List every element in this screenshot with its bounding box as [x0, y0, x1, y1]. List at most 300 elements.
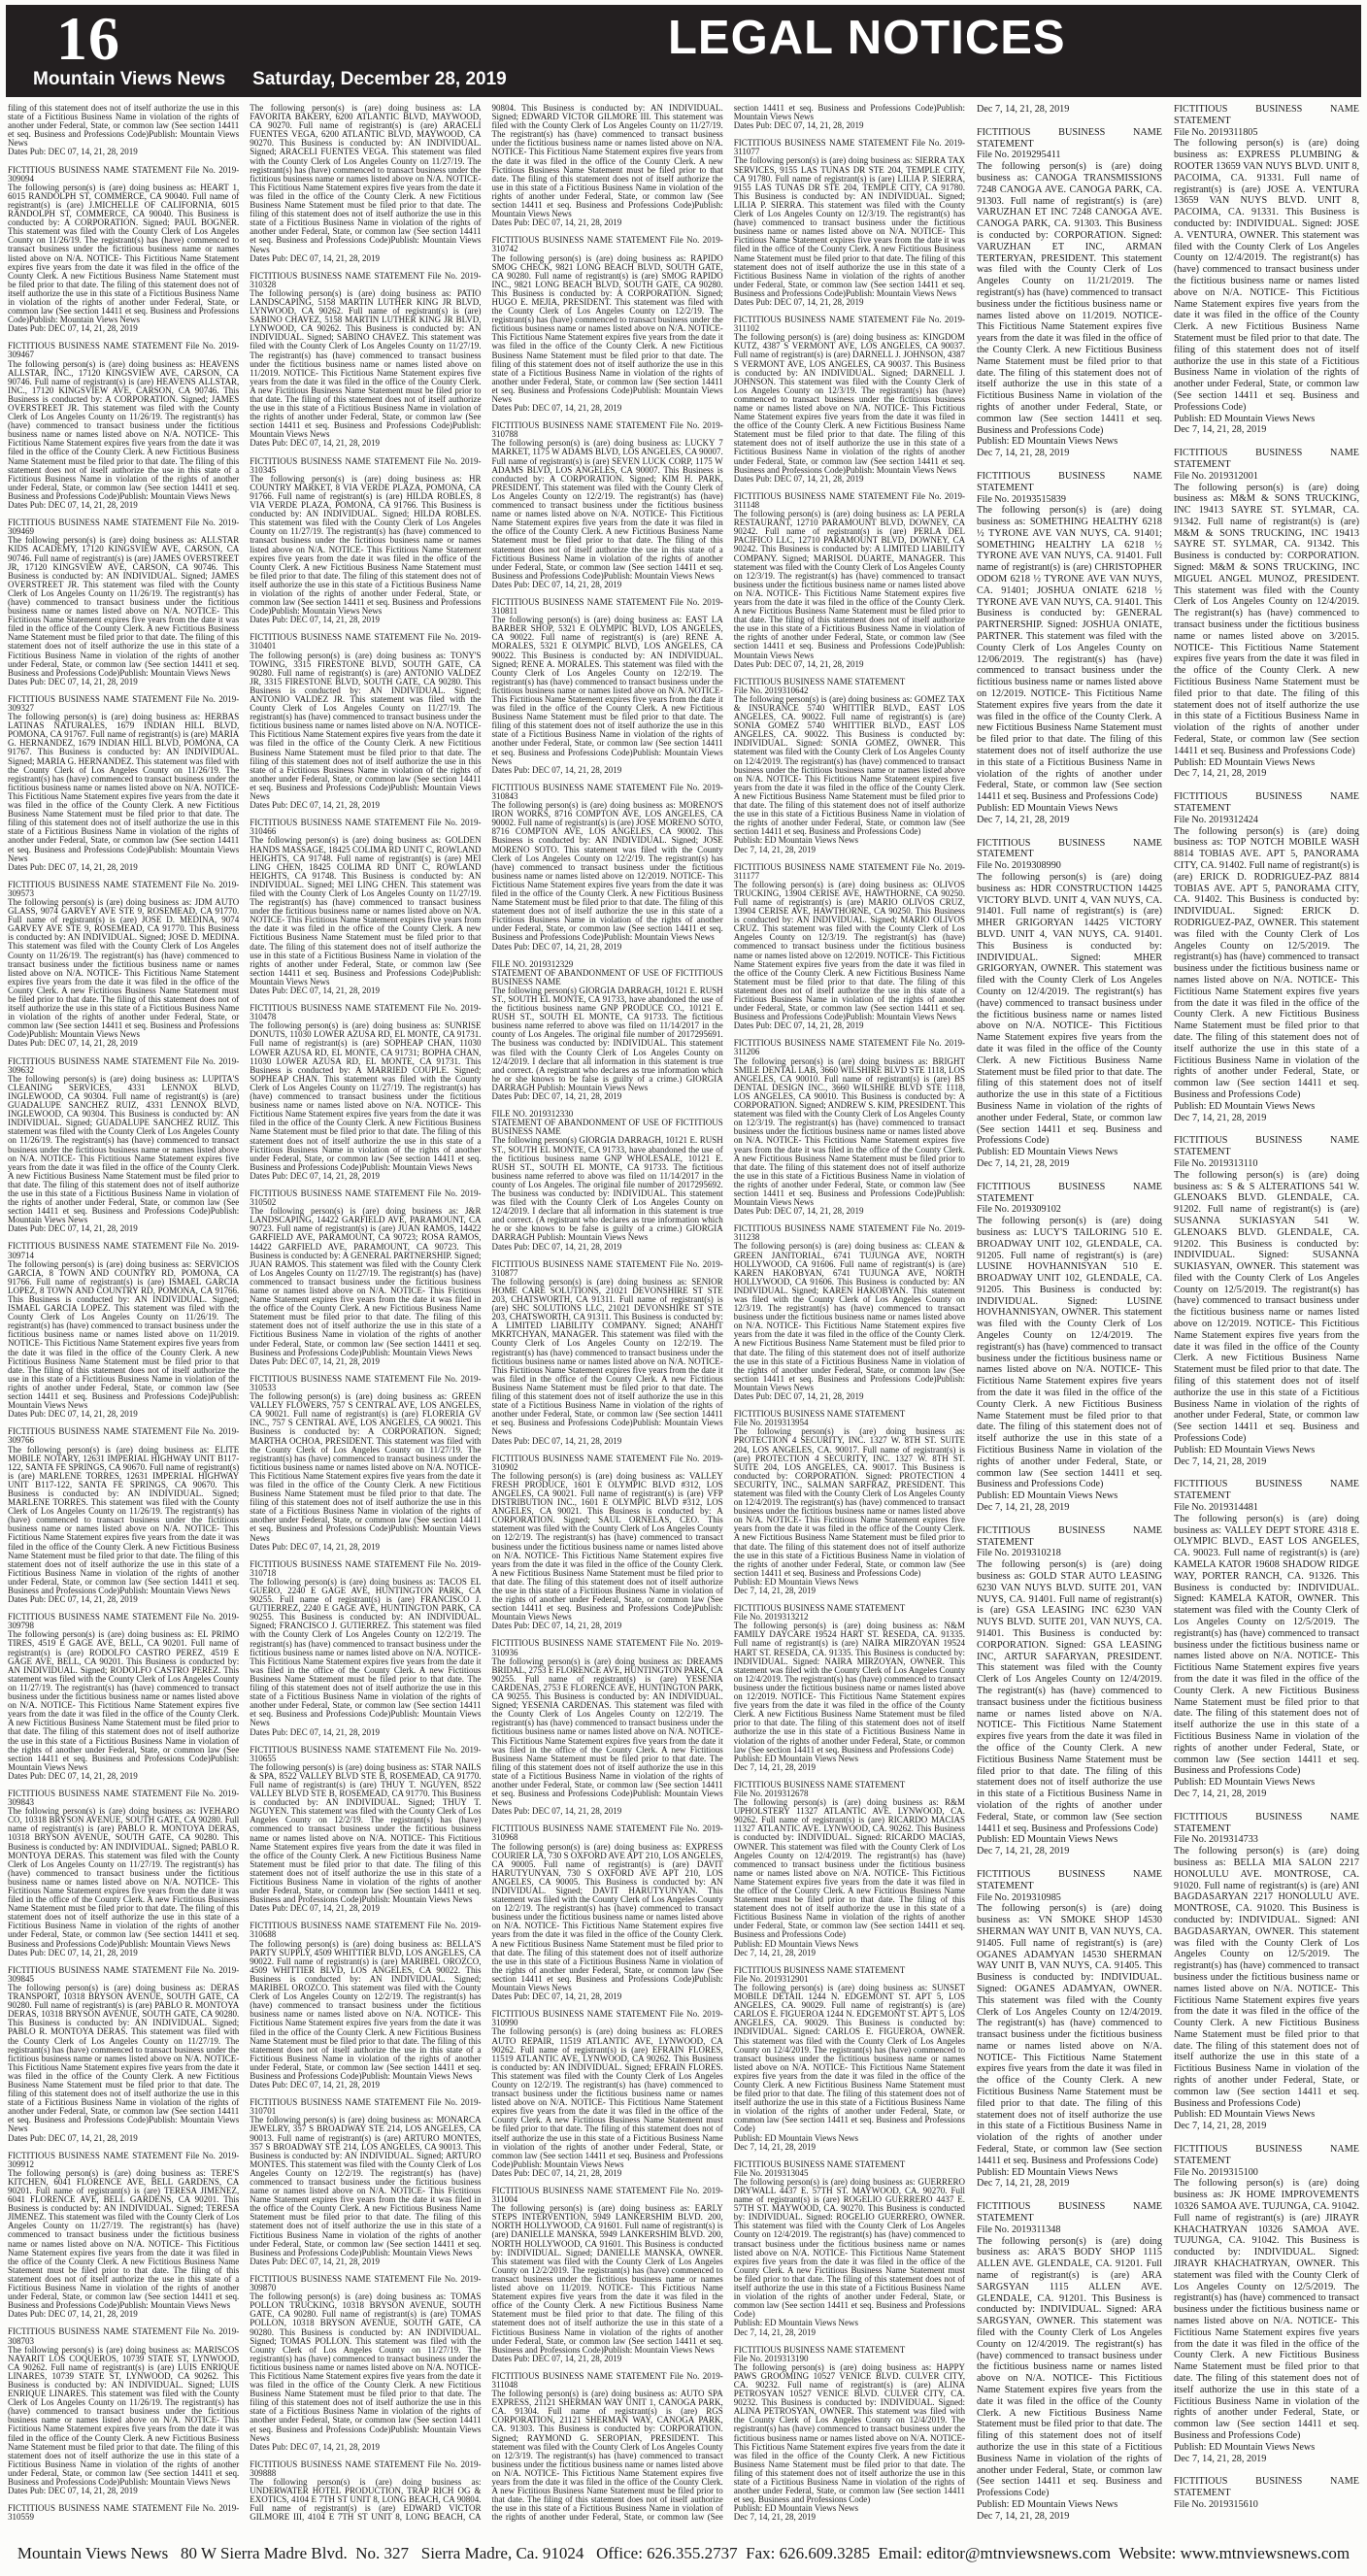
legal-notice [250, 819, 481, 995]
notice-heading: STATEMENT OF ABANDONMENT OF USE OF FICTITIOUS BUSINESS NAME [491, 967, 723, 987]
notice-publish-dates: Publish: ED Mountain Views News [977, 436, 1118, 448]
notice-body: The following person(s) is (are) doing business as: SUNSET MOBILE DETAIL 1244 N. EDGEMONT ST. APT 5, LOS ANGELES, CA. 90029. Full name of registrant(s) is (are) CARLOS E. FIGUEROA 1244 N. EDGEMONT ST. APT 5, LOS ANGELES, CA. 90029. This Business is conducted by: INDIVIDUAL. Signed: CARLOS E. FIGUEROA, OWNER. This statement was filed with the County Clerk of Los Angeles County on 12/4/2019. The registrant(s) has (have) commenced to transact business under the fictitious business name or names listed above on N/A. NOTICE- This Fictitious Name Statement expires five years from the date it was filed in the office of the County Clerk. A new Fictitious Business Name Statement must be filed prior to that date. The filing of this statement does not of itself authorize the use in this state of a Fictitious Business Name in violation of the rights of another under Federal, State, or common law (See section 14411 et seq. Business and Professions Code) [733, 1982, 965, 2134]
legal-notice [492, 2187, 723, 2363]
notice-publish-dates: Dates Pub: DEC 07, 14, 21, 28, 2019 [491, 941, 622, 952]
notice-body: The following person(s) is (are) doing business as: LUPITA'S CLEANING SERVICES, 4331 LENNOX BLVD, INGLEWOOD, CA 90304. Full name of registrant(s) is (are) GUADALUPE SANCHEZ RUIZ, 4331 LENNOX BLVD, INGLEWOOD, CA 90304. This Business is conducted by: AN INDIVIDUAL. Signed; GUADALUPE SANCHEZ RUIZ. This statement was filed with the County Clerk of Los Angeles County on 11/26/19. The registrant(s) has (have) commenced to transact business under the fictitious business name or names listed above on N/A. NOTICE- This Fictitious Name Statement expires five years from the date it was filed in the office of the County Clerk. A new Fictitious Business Name Statement must be filed prior to that date. The filing of this statement does not of itself authorize the use in this state of a Fictitious Business Name in violation of the rights of another under Federal, State, or common law (See section 14411 et seq. Business and Professions Code)Publish: Mountain Views News [8, 1073, 240, 1225]
notice-publish-dates: Publish: ED Mountain Views News [1174, 1444, 1316, 1455]
legal-notice [8, 1966, 239, 2143]
notice-body: The following person(s) is (are) doing business as: OLIVOS TRUCKING, 13904 CERISE AVE, HAWTHORNE, CA 90250. Full name of registrant(s) is (are) MARIO OLIVOS CRUZ, 13904 CERISE AVE, HAWTHORNE, CA 90250. This Business is conducted by: AN INDIVIDUAL. Signed; MARIO OLIVOS CRUZ. This statement was filed with the County Clerk of Los Angeles County on 12/3/19. The registrant(s) has (have) commenced to transact business under the fictitious business name or names listed above on 12/2019. NOTICE- This Fictitious Name Statement expires five years from the date it was filed in the office of the County Clerk. A new Fictitious Business Name Statement must be filed prior to that date. The filing of this statement does not of itself authorize the use in this state of a Fictitious Business Name in violation of the rights of another under Federal, State, or common law (See section 14411 et seq. Business and Professions Code)Publish: Mountain Views News [733, 879, 965, 1022]
header-bar [6, 5, 1361, 97]
notice-body: The following person(s) is (are) doing business as: LA FAVORITA BAKERY, 6200 ATLANTIC BLVD, MAYWOOD, CA 90270. Full name of registrant(s) is (are) ARACELI FUENTES VEGA, 6200 ATLANTIC BLVD, MAYWOOD, CA 90270. This Business is conducted by: AN INDIVIDUAL. Signed; ARACELI FUENTES VEGA. This statement was filed with the County Clerk of Los Angeles County on 11/27/19. The registrant(s) has (have) commenced to transact business under the fictitious business name or names listed above on N/A. NOTICE- This Fictitious Name Statement expires five years from the date it was filed in the office of the County Clerk. A new Fictitious Business Name Statement must be filed prior to that date. The filing of this statement does not of itself authorize the use in this state of a Fictitious Business Name in violation of the rights of another under Federal, State, or common law (See section 14411 et seq. Business and Professions Code)Publish: Mountain Views News [250, 104, 482, 254]
notice-body: The following person(s) is (are) doing business as: PATIO LANDSCAPING, 5158 MARTIN LUTHER KING JR BLVD, LYNWOOD, CA 90262. Full name of registrant(s) is (are) SABINO CHAVEZ, 5158 MARTIN LUTHER KING JR BLVD, LYNWOOD, CA 90262. This Business is conducted by: AN INDIVIDUAL. Signed; SABINO CHAVEZ. This statement was filed with the County Clerk of Los Angeles County on 11/27/19. The registrant(s) has (have) commenced to transact business under the fictitious business name or names listed above on 11/2019. NOTICE- This Fictitious Name Statement expires five years from the date it was filed in the office of the County Clerk. A new Fictitious Business Name Statement must be filed prior to that date. The filing of this statement does not of itself authorize the use in this state of a Fictitious Business Name in violation of the rights of another under Federal, State, or common law (See section 14411 et seq. Business and Professions Code)Publish: Mountain Views News [250, 287, 482, 440]
notice-publish-dates: Dates Pub: DEC 07, 14, 21, 28, 2019 [8, 1594, 138, 1605]
legal-notice [492, 598, 723, 775]
notice-heading: FICTITIOUS BUSINESS NAME STATEMENT File No. 2019-309870 [250, 2273, 482, 2293]
legal-notice [8, 519, 239, 686]
legal-notice [250, 1922, 481, 2090]
notice-publish-dates: Dates Pub: DEC 07, 14, 21, 28, 2019 [733, 1020, 864, 1031]
notice-body: The following person(s) is (are) doing business as: MARISCOS NAYARIT LOS COQUEROS, 10739 STATE ST, LYNWOOD, CA 90262. Full name of registrant(s) is (are) LUIS ENRIQUE LINARES, 10739 STATE ST, LYNWOOD, CA 90262. This Business is conducted by: AN INDIVIDUAL. Signed; LUIS ENRIQUE LINARES. This statement was filed with the County Clerk of Los Angeles County on 11/26/19. The registrant(s) has (have) commenced to transact business under the fictitious business name or names listed above on N/A. NOTICE- This Fictitious Name Statement expires five years from the date it was filed in the office of the County Clerk. A new Fictitious Business Name Statement must be filed prior to that date. The filing of this statement does not of itself authorize the use in this state of a Fictitious Business Name in violation of the rights of another under Federal, State, or common law (See section 14411 et seq. Business and Professions Code)Publish: Mountain Views News [8, 2344, 240, 2487]
notice-body: The following person(s) is (are) doing business as: LUCY'S TAILORING 510 E. BROADWAY UNIT 102, GLENDALE, CA. 91205. Full name of registrant(s) is (are) LUSINE HOVHANNISYAN 510 E. BROADWAY UNIT 102, GLENDALE, CA. 91205. This Business is conducted by: INDIVIDUAL. Signed: LUSINE HOVHANNISYAN, OWNER. This statement was filed with the County Clerk of Los Angeles County on 12/4/2019. The registrant(s) has (have) commenced to transact business under the fictitious business name or names listed above on N/A. NOTICE- This Fictitious Name Statement expires five years from the date it was filed in the office of the County Clerk. A new Fictitious Business Name Statement must be filed prior to that date. The filing of this statement does not of itself authorize the use in this state of a Fictitious Business Name in violation of the rights of another under Federal, State, or common law (See section 14411 et seq. Business and Professions Code) [977, 1216, 1162, 1490]
legal-notice [8, 1057, 239, 1234]
notice-heading: File No. 2019309102 [977, 1204, 1061, 1216]
notice-body: The following person(s) is (are) doing business as: M&M & SONS TRUCKING, INC 19413 SAYRE ST. SYLMAR, CA. 91342. Full name of registrant(s) is (are) M&M & SONS TRUCKING, INC 19413 SAYRE ST. SYLMAR, CA. 91342. This Business is conducted by: CORPORATION. Signed: M&M & SONS TRUCKING, INC MIGUEL ANGEL MUNOZ, PRESIDENT. This statement was filed with the County Clerk of Los Angeles County on 12/4/2019. The registrant(s) has (have) commenced to transact business under the fictitious business name or names listed above on 3/2015. NOTICE- This Fictitious Name Statement expires five years from the date it was filed in the office of the County Clerk. A new Fictitious Business Name Statement must be filed prior to that date. The filing of this statement does not of itself authorize the use in this state of a Fictitious Business Name in violation of the rights of another under Federal, State, or common law (See section 14411 et seq. Business and Professions Code) [1174, 482, 1359, 756]
notice-heading: FICTITIOUS BUSINESS NAME STATEMENT File No. 2019-309912 [8, 2150, 240, 2169]
notice-heading: FICTITIOUS BUSINESS NAME STATEMENT File No. 2019-310655 [250, 1744, 482, 1763]
notice-heading: FICTITIOUS BUSINESS NAME STATEMENT [977, 126, 1162, 150]
notice-body: The following person(s) is (are) doing business as: KINGDOM KUTZ, 4387 S VERMONT AVE, LOS ANGELES, CA 90037. Full name of registrant(s) is (are) DARNELL J. JOHNSON, 4387 S VERMONT AVE, LOS ANGELES, CA 90037. This Business is conducted by: AN INDIVIDUAL. Signed; DARNELL J. JOHNSON. This statement was filed with the County Clerk of Los Angeles County on 12/3/19. The registrant(s) has (have) commenced to transact business under the fictitious business name or names listed above on N/A. NOTICE- This Fictitious Name Statement expires five years from the date it was filed in the office of the County Clerk. A new Fictitious Business Name Statement must be filed prior to that date. The filing of this statement does not of itself authorize the use in this state of a Fictitious Business Name in violation of the rights of another under Federal, State, or common law (See section 14411 et seq. Business and Professions Code)Publish: Mountain Views News [733, 332, 965, 475]
notice-publish-dates: Dates Pub: DEC 07, 14, 21, 28, 2019 [491, 1241, 622, 1252]
notice-body: The following person(s) is (are) doing business as: R&M UPHOLSTERY 11327 ATLANTIC AVE. LYNWOOD, CA. 90262. Full name of registrant(s) is (are) RICARDO MACIAS 11327 ATLANTIC AVE. LYNWOOD, CA. 90262. This Business is conducted by: INDIVIDUAL. Signed: RICARDO MACIAS, OWNER. This statement was filed with the County Clerk of Los Angeles County on 12/4/2019. The registrant(s) has (have) commenced to transact business under the fictitious business name or names listed above on N/A. NOTICE- This Fictitious Name Statement expires five years from the date it was filed in the office of the County Clerk. A new Fictitious Business Name Statement must be filed prior to that date. The filing of this statement does not of itself authorize the use in this state of a Fictitious Business Name in violation of the rights of another under Federal, State, or common law (See section 14411 et seq. Business and Professions Code) [733, 1797, 965, 1940]
notice-publish-dates: Dates Pub: DEC 07, 14, 21, 28, 2019 [250, 615, 380, 625]
notice-publish-dates: Dates Pub: DEC 07, 14, 21, 28, 2019 [250, 1541, 380, 1552]
notice-body: The following person(s) is (are) doing business as: EARLY STEPS INTERVENTION, 5949 LANKERSHIM BLVD. 200, NORTH HOLLYWOOD, CA 91601. Full name of registrant(s) is (are) DANIELLE MANSKA, 5949 LANKERSHIM BLVD. 200, NORTH HOLLYWOOD, CA 91601. This Business is conducted by: INDIVIDUAL. Signed; DANIELLE MANSKA, OWNER. This statement was filed with the County Clerk of Los Angeles County on 12/2/2019. The registrant(s) has (have) commenced to transact business under the fictitious business name or names listed above on 11/2019. NOTICE- This Fictitious Name Statement expires five years from the date it was filed in the office of the County Clerk. A new Fictitious Business Name Statement must be filed prior to that date. The filing of this statement does not of itself authorize the use in this state of a Fictitious Business Name in violation of the rights of another under Federal, State, or common law (See section 14411 et seq. Business and Professions Code)Publish: Mountain Views News [491, 2203, 723, 2355]
notice-heading: FILE NO. 2019312330 [491, 1109, 574, 1120]
notice-heading: FICTITIOUS BUSINESS NAME STATEMENT File No. 2019-311148 [733, 490, 965, 510]
legal-notice [977, 104, 1162, 116]
notice-heading: FICTITIOUS BUSINESS NAME STATEMENT File No. 2019-310328 [250, 270, 482, 289]
notice-body: The following person(s) is (are) doing business as: TONY'S TOWING, 3315 FIRESTONE BLVD, SOUTH GATE, CA 90280. Full name of registrant(s) is (are) ANTONIO VALDEZ JR, 3315 FIRESTONE BLVD, SOUTH GATE, CA 90280. This Business is conducted by: AN INDIVIDUAL. Signed; ANTONIO VALDEZ JR. This statement was filed with the County Clerk of Los Angeles County on 11/27/19. The registrant(s) has (have) commenced to transact business under the fictitious business name or names listed above on N/A. NOTICE- This Fictitious Name Statement expires five years from the date it was filed in the office of the County Clerk. A new Fictitious Business Name Statement must be filed prior to that date. The filing of this statement does not of itself authorize the use in this state of a Fictitious Business Name in violation of the rights of another under Federal, State, or common law (See section 14411 et seq. Business and Professions Code)Publish: Mountain Views News [250, 650, 482, 802]
notice-heading: FICTITIOUS BUSINESS NAME STATEMENT [977, 2201, 1162, 2225]
notice-heading: FICTITIOUS BUSINESS NAME STATEMENT File No. 2019-310811 [491, 596, 723, 617]
notice-fragment: Dec 7, 14, 21, 28, 2019 [977, 104, 1070, 115]
legal-notice [1174, 791, 1359, 1123]
notice-publish-dates: Dec 7, 14, 21, 28, 2019 [977, 448, 1070, 459]
legal-notice [977, 471, 1162, 826]
notice-body: The following person(s) GIORGIA DARRAGH, 10121 E. RUSH ST., SOUTH EL MONTE, CA 91733, have abandoned the use of the fictitious business name GNP WHOLESALE, 10121 E. RUSH ST., SOUTH EL MONTE, CA 91733. The fictitious business name referred to above was filed on 11/14/2017 in the county of Los Angeles. The original file number of 2017295692. The business was conducted by: INDIVIDUAL. This statement was filed with the County Clerk of Los Angeles County on 12/4/2019. I declare that all information in this statement is true and correct. (A registrant who declares as true information which he or she knows to be false is guilty of a crime.) GIORGIA DARRAGH Publish: Mountain Views News [491, 1135, 723, 1243]
notice-publish-dates: Dec 7, 14, 21, 28, 2019 [977, 1846, 1070, 1857]
notice-heading: FICTITIOUS BUSINESS NAME STATEMENT File No. 2019-310718 [250, 1558, 482, 1578]
notice-publish-dates: Dec 7, 14, 21, 28, 2019 [1174, 2121, 1267, 2132]
legal-notice [734, 1039, 965, 1216]
notice-body: The following person(s) is (are) doing business as: JDM AUTO GLASS, 9074 GARVEY AVE STE 9, ROSEMEAD, CA 91770. Full name of registrant(s) is (are) JOSE D. MEDINA, 9074 GARVEY AVE STE 9, ROSEMEAD, CA 91770. This Business is conducted by: AN INDIVIDUAL. Signed; JOSE D. MEDINA. This statement was filed with the County Clerk of Los Angeles County on 11/26/19. The registrant(s) has (have) commenced to transact business under the fictitious business name or names listed above on N/A. NOTICE- This Fictitious Name Statement expires five years from the date it was filed in the office of the County Clerk. A new Fictitious Business Name Statement must be filed prior to that date. The filing of this statement does not of itself authorize the use in this state of a Fictitious Business Name in violation of the rights of another under Federal, State, or common law (See section 14411 et seq. Business and Professions Code)Publish: Mountain Views News [8, 896, 240, 1040]
notice-publish-dates: Dates Pub: DEC 07, 14, 21, 28, 2019 [8, 500, 138, 511]
notice-heading: File No. 2019313190 [733, 2353, 809, 2363]
notice-publish-dates: Dates Pub: DEC 07, 14, 21, 28, 2019 [250, 1170, 380, 1181]
notice-heading: FICTITIOUS BUSINESS NAME STATEMENT File No. 2019-309467 [8, 341, 240, 360]
notice-publish-dates: Dates Pub: DEC 07, 14, 21, 28, 2019 [8, 323, 138, 334]
notice-publish-dates: Dates Pub: DEC 07, 14, 21, 28, 2019 [491, 1091, 622, 1102]
notice-heading: FICTITIOUS BUSINESS NAME STATEMENT [733, 1964, 906, 1975]
legal-notice [492, 1110, 723, 1252]
notice-body: The following person(s) is (are) doing business as: ALLSTAR KIDS ACADEMY, 17120 KINGSVIEW AVE, CARSON, CA 90746. Full name of registrant(s) is (are) JAMES OVERSTREET JR, 17120 KINGSVIEW AVE, CARSON, CA 90746. This Business is conducted by: AN INDIVIDUAL. Signed; JAMES OVERSTREET JR. This statement was filed with the County Clerk of Los Angeles County on 11/26/19. The registrant(s) has (have) commenced to transact business under the fictitious business name or names listed above on N/A. NOTICE- This Fictitious Name Statement expires five years from the date it was filed in the office of the County Clerk. A new Fictitious Business Name Statement must be filed prior to that date. The filing of this statement does not of itself authorize the use in this state of a Fictitious Business Name in violation of the rights of another under Federal, State, or common law (See section 14411 et seq. Business and Professions Code)Publish: Mountain Views News [8, 535, 240, 678]
notice-publish-dates: Dec 7, 14, 21, 28, 2019 [1174, 768, 1267, 780]
notice-heading: FICTITIOUS BUSINESS NAME STATEMENT File No. 2019-311004 [491, 2186, 723, 2205]
legal-notice [977, 1869, 1162, 2190]
notice-heading: File No. 2019315100 [1174, 2166, 1258, 2178]
notice-publish-dates: Dates Pub: DEC 07, 14, 21, 28, 2019 [250, 438, 380, 449]
notice-body: The following person(s) is (are) doing business as: S & S ALTERATIONS 541 W. GLENOAKS BLVD. GLENDALE, CA. 91202. Full name of registrant(s) is (are) SUSANNA SUKIASYAN 541 W. GLENOAKS BLVD. GLENDALE, CA. 91202. This Business is conducted by: INDIVIDUAL. Signed: SUSANNA SUKIASYAN, OWNER. This statement was filed with the County Clerk of Los Angeles County on 12/5/2019. The registrant(s) has (have) commenced to transact business under the fictitious business name or names listed above on 12/2019. NOTICE- This Fictitious Name Statement expires five years from the date it was filed in the office of the County Clerk. A new Fictitious Business Name Statement must be filed prior to that date. The filing of this statement does not of itself authorize the use in this state of a Fictitious Business Name in violation of the rights of another under Federal, State, or common law (See section 14411 et seq. Business and Professions Code) [1174, 1169, 1359, 1445]
legal-notice [492, 1455, 723, 1631]
notice-heading: STATEMENT OF ABANDONMENT OF USE OF FICTITIOUS BUSINESS NAME [491, 1118, 723, 1137]
notice-heading: FICTITIOUS BUSINESS NAME STATEMENT [1174, 2476, 1359, 2499]
notice-publish-dates: Dec 7, 14, 21, 28, 2019 [1174, 1455, 1267, 1467]
notice-publish-dates: Dates Pub: DEC 07, 14, 21, 28, 2019 [491, 1991, 622, 2002]
legal-notice [8, 1427, 239, 1604]
legal-notice [250, 2275, 481, 2452]
notice-publish-dates: Dates Pub: DEC 07, 14, 21, 28, 2019 [8, 1770, 138, 1781]
notice-body: The following person(s) is (are) doing business as: EAST LA BARBER SHOP, 5321 E OLYMPIC BLVD, LOS ANGELES, CA 90022. Full name of registrant(s) is (are) RENE A. MORALES, 5321 E OLYMPIC BLVD, LOS ANGELES, CA 90022. This Business is conducted by: AN INDIVIDUAL. Signed; RENE A. MORALES. This statement was filed with the County Clerk of Los Angeles County on 12/2/19. The registrant(s) has (have) commenced to transact business under the fictitious business name or names listed above on N/A. NOTICE- This Fictitious Name Statement expires five years from the date it was filed in the office of the County Clerk. A new Fictitious Business Name Statement must be filed prior to that date. The filing of this statement does not of itself authorize the use in this state of a Fictitious Business Name in violation of the rights of another under Federal, State, or common law (See section 14411 et seq. Business and Professions Code)Publish: Mountain Views News [491, 615, 723, 766]
notice-publish-dates: Dates Pub: DEC 07, 14, 21, 28, 2019 [8, 2132, 138, 2143]
legal-notice [734, 316, 965, 484]
notice-body: The following person(s) is (are) doing business as: FLORES AUTO REPAIR, 11519 ATLANTIC AVE, LYNWOOD, CA 90262. Full name of registrant(s) is (are) EFRAIN FLORES, 11519 ATLANTIC AVE, LYNWOOD, CA 90262. This Business is conducted by: AN INDIVIDUAL. Signed; EFRAIN FLORES. This statement was filed with the County Clerk of Los Angeles County on 12/2/19. The registrant(s) has (have) commenced to transact business under the fictitious business name or names listed above on N/A. NOTICE- This Fictitious Name Statement expires five years from the date it was filed in the office of the County Clerk. A new Fictitious Business Name Statement must be filed prior to that date. The filing of this statement does not of itself authorize the use in this state of a Fictitious Business Name in violation of the rights of another under Federal, State, or common law (See section 14411 et seq. Business and Professions Code)Publish: Mountain Views News [491, 2026, 723, 2169]
notice-publish-dates: Dec 7, 14, 21, 28, 2019 [733, 844, 816, 854]
notice-publish-dates: Dates Pub: DEC 07, 14, 21, 28, 2019 [250, 1903, 380, 1914]
notice-body: The following person(s) is (are) doing business as: EXPRESS COURIER LA, 730 S OXFORD AVE APT 210, LOS ANGELES, CA 90005. Full name of registrant(s) is (are) DAVIT HARUTYUNYAN, 730 S OXFORD AVE APT 210, LOS ANGELES, CA 90005. This Business is conducted by: AN INDIVIDUAL. Signed; DAVIT HARUTYUNYAN. This statement was filed with the County Clerk of Los Angeles County on 12/2/19. The registrant(s) has (have) commenced to transact business under the fictitious business name or names listed above on N/A. NOTICE- This Fictitious Name Statement expires five years from the date it was filed in the office of the County Clerk. A new Fictitious Business Name Statement must be filed prior to that date. The filing of this statement does not of itself authorize the use in this state of a Fictitious Business Name in violation of the rights of another under Federal, State, or common law (See section 14411 et seq. Business and Professions Code)Publish: Mountain Views News [491, 1841, 723, 1993]
notice-publish-dates: Dates Pub: DEC 07, 14, 21, 28, 2019 [250, 800, 380, 811]
notice-body: The following person(s) is (are) doing business as: HEAVENS ALLSTAR, INC., 17120 KINGSVIEW AVE, CARSON, CA 90746. Full name of registrant(s) is (are) HEAVENS ALLSTAR, INC., 17120 KINGSVIEW AVE, CARSON, CA 90746. This Business is conducted by: A CORPORATION. Signed; JAMES OVERSTREET JR. This statement was filed with the County Clerk of Los Angeles County on 11/26/19. The registrant(s) has (have) commenced to transact business under the fictitious business name or names listed above on N/A. NOTICE- This Fictitious Name Statement expires five years from the date it was filed in the office of the County Clerk. A new Fictitious Business Name Statement must be filed prior to that date. The filing of this statement does not of itself authorize the use in this state of a Fictitious Business Name in violation of the rights of another under Federal, State, or common law (See section 14411 et seq. Business and Professions Code)Publish: Mountain Views News [8, 358, 240, 501]
notice-publish-dates: Publish: ED Mountain Views News [977, 1490, 1118, 1502]
notice-fragment: filing of this statement does not of itself authorize the use in this state of a Fictitious Business Name in violation of the rights of another under Federal, State, or common law (See section 14411 et seq. Business and Professions Code)Publish: Mountain Views News [8, 104, 240, 149]
notice-heading: FICTITIOUS BUSINESS NAME STATEMENT [977, 1181, 1162, 1204]
notice-body: The following person(s) is (are) doing business as: LUCKY 7 MARKET, 1175 W ADAMS BLVD, LOS ANGELES, CA 90007. Full name of registrant(s) is (are) SEVEN LUCK CORP, 1175 W ADAMS BLVD, LOS ANGELES, CA 90007. This Business is conducted by: A CORPORATION. Signed; KIM H. PARK, PRESIDENT. This statement was filed with the County Clerk of Los Angeles County on 12/2/19. The registrant(s) has (have) commenced to transact business under the fictitious business name or names listed above on N/A. NOTICE- This Fictitious Name Statement expires five years from the date it was filed in the office of the County Clerk. A new Fictitious Business Name Statement must be filed prior to that date. The filing of this statement does not of itself authorize the use in this state of a Fictitious Business Name in violation of the rights of another under Federal, State, or common law (See section 14411 et seq. Business and Professions Code)Publish: Mountain Views News [491, 438, 723, 581]
legal-notice [977, 838, 1162, 1170]
notice-heading: FICTITIOUS BUSINESS NAME STATEMENT [977, 470, 1162, 493]
notice-body: The following person(s) is (are) doing business as: IVEHARO CO, 10318 BRYSON AVENUE, SOUTH GATE, CA 90280. Full name of registrant(s) is (are) PABLO R. MONTOYA DERAS, 10318 BRYSON AVENUE, SOUTH GATE, CA 90280. This Business is conducted by: AN INDIVIDUAL. Signed; PABLO R. MONTOYA DERAS. This statement was filed with the County Clerk of Los Angeles County on 11/27/19. The registrant(s) has (have) commenced to transact business under the fictitious business name or names listed above on N/A. NOTICE- This Fictitious Name Statement expires five years from the date it was filed in the office of the County Clerk. A new Fictitious Business Name Statement must be filed prior to that date. The filing of this statement does not of itself authorize the use in this state of a Fictitious Business Name in violation of the rights of another under Federal, State, or common law (See section 14411 et seq. Business and Professions Code)Publish: Mountain Views News [8, 1806, 240, 1949]
notice-body: The following person(s) is (are) doing business as: DERAS TRANSPORT, 10318 BRYSON AVENUE, SOUTH GATE, CA 90280. Full name of registrant(s) is (are) PABLO R. MONTOYA DERAS, 10318 BRYSON AVENUE, SOUTH GATE, CA 90280. This Business is conducted by: AN INDIVIDUAL. Signed; PABLO R. MONTOYA DERAS. This statement was filed with the County Clerk of Los Angeles County on 11/27/19. The registrant(s) has (have) commenced to transact business under the fictitious business name or names listed above on N/A. NOTICE- This Fictitious Name Statement expires five years from the date it was filed in the office of the County Clerk. A new Fictitious Business Name Statement must be filed prior to that date. The filing of this statement does not of itself authorize the use in this state of a Fictitious Business Name in violation of the rights of another under Federal, State, or common law (See section 14411 et seq. Business and Professions Code)Publish: Mountain Views News [8, 1982, 240, 2134]
notice-body: The following person(s) is (are) doing business as: GOLD STAR AUTO LEASING 6230 VAN NUYS BLVD. SUITE 201, VAN NUYS, CA. 91401. Full name of registrant(s) is (are) GSA LEASING INC 6230 VAN NUYS BLVD. SUITE 201, VAN NUYS, CA. 91401. This Business is conducted by: CORPORATION. Signed: GSA LEASING INC, ARTUR SAFARYAN, PRESIDENT. This statement was filed with the County Clerk of Los Angeles County on 12/4/2019. The registrant(s) has (have) commenced to transact business under the fictitious business name or names listed above on N/A. NOTICE- This Fictitious Name Statement expires five years from the date it was filed in the office of the County Clerk. A new Fictitious Business Name Statement must be filed prior to that date. The filing of this statement does not of itself authorize the use in this state of a Fictitious Business Name in violation of the rights of another under Federal, State, or common law (See section 14411 et seq. Business and Professions Code) [977, 1559, 1162, 1834]
notice-publish-dates: Dec 7, 14, 21, 28, 2019 [977, 1502, 1070, 1514]
legal-notice [250, 457, 481, 625]
notice-heading: FICTITIOUS BUSINESS NAME STATEMENT File No. 2019-309843 [8, 1788, 240, 1808]
legal-notice [8, 2327, 239, 2495]
notice-publish-dates: Publish: ED Mountain Views News [733, 2503, 859, 2514]
notice-publish-dates: Dec 7, 14, 21, 28, 2019 [977, 814, 1070, 825]
legal-notice [1174, 448, 1359, 780]
legal-notice [977, 127, 1162, 459]
section-title: LEGAL NOTICES [668, 12, 1066, 64]
notice-heading: FICTITIOUS BUSINESS NAME STATEMENT [1174, 1811, 1359, 1834]
notice-body: The following person(s) is (are) doing business as: MONARCA JEWELRY, 357 S BROADWAY STE 214, LOS ANGELES, CA 90013. Full name of registrant(s) is (are) ARTURO MONTES, 357 S BROADWAY STE 214, LOS ANGELES, CA 90013. This Business is conducted by: AN INDIVIDUAL. Signed; ARTURO MONTES. This statement was filed with the County Clerk of Los Angeles County on 12/2/19. The registrant(s) has (have) commenced to transact business under the fictitious business name or names listed above on N/A. NOTICE- This Fictitious Name Statement expires five years from the date it was filed in the office of the County Clerk. A new Fictitious Business Name Statement must be filed prior to that date. The filing of this statement does not of itself authorize the use in this state of a Fictitious Business Name in violation of the rights of another under Federal, State, or common law (See section 14411 et seq. Business and Professions Code)Publish: Mountain Views News [250, 2115, 482, 2258]
notice-publish-dates: Dates Pub: DEC 07, 14, 21, 28, 2019 [733, 473, 864, 484]
notice-body: The following person(s) is (are) doing business as: GREEN VALLEY FLOWERS, 757 S CENTRAL AVE, LOS ANGELES, CA 90021. Full name of registrant(s) is (are) FLORERIA GV INC., 757 S CENTRAL AVE, LOS ANGELES, CA 90021. This Business is conducted by: A CORPORATION. Signed; MARTHA OCHOA, PRESIDENT. This statement was filed with the County Clerk of Los Angeles County on 11/27/19. The registrant(s) has (have) commenced to transact business under the fictitious business name or names listed above on N/A. NOTICE- This Fictitious Name Statement expires five years from the date it was filed in the office of the County Clerk. A new Fictitious Business Name Statement must be filed prior to that date. The filing of this statement does not of itself authorize the use in this state of a Fictitious Business Name in violation of the rights of another under Federal, State, or common law (See section 14411 et seq. Business and Professions Code)Publish: Mountain Views News [250, 1391, 482, 1543]
notice-publish-dates: Dec 7, 14, 21, 28, 2019 [1174, 2453, 1267, 2464]
notice-publish-dates: Dates Pub: DEC 07, 14, 21, 28, 2019 [250, 1726, 380, 1737]
notice-publish-dates: Dates Pub: DEC 07, 14, 21, 28, 2019 [8, 1223, 138, 1234]
notice-body: The following person(s) is (are) doing business as: EL PRIMO TIRES, 4519 E GAGE AVE, BELL, CA 90201. Full name of registrant(s) is (are) RODOLFO CASTRO PEREZ, 4519 E GAGE AVE, BELL, CA 90201. This Business is conducted by: AN INDIVIDUAL. Signed; RODOLFO CASTRO PEREZ. This statement was filed with the County Clerk of Los Angeles County on 11/27/19. The registrant(s) has (have) commenced to transact business under the fictitious business name or names listed above on N/A. NOTICE- This Fictitious Name Statement expires five years from the date it was filed in the office of the County Clerk. A new Fictitious Business Name Statement must be filed prior to that date. The filing of this statement does not of itself authorize the use in this state of a Fictitious Business Name in violation of the rights of another under Federal, State, or common law (See section 14411 et seq. Business and Professions Code)Publish: Mountain Views News [8, 1629, 240, 1772]
notice-heading: FICTITIOUS BUSINESS NAME STATEMENT File No. 2019-310877 [491, 1258, 723, 1278]
notice-publish-dates: Dates Pub: DEC 07, 14, 21, 28, 2019 [250, 2441, 380, 2452]
notice-publish-dates: Dates Pub: DEC 07, 14, 21, 28, 2019 [250, 252, 380, 263]
notice-body: The following person(s) is (are) doing business as: SUNRISE DONUTS, 11030 LOWER AZUSA RD, EL MONTE, CA 91731. Full name of registrant(s) is (are) SOPHEAP CHAN, 11030 LOWER AZUSA RD, EL MONTE, CA 91731; BOPHA CHAN, 11030 LOWER AZUSA RD, EL MONTE, CA 91731. This Business is conducted by: A MARRIED COUPLE. Signed; SOPHEAP CHAN. This statement was filed with the County Clerk of Los Angeles County on 11/27/19. The registrant(s) has (have) commenced to transact business under the fictitious business name or names listed above on N/A. NOTICE- This Fictitious Name Statement expires five years from the date it was filed in the office of the County Clerk. A new Fictitious Business Name Statement must be filed prior to that date. The filing of this statement does not of itself authorize the use in this state of a Fictitious Business Name in violation of the rights of another under Federal, State, or common law (See section 14411 et seq. Business and Professions Code)Publish: Mountain Views News [250, 1020, 482, 1172]
notice-publish-dates: Dates Pub: DEC 07, 14, 21, 28, 2019 [250, 986, 380, 995]
notice-heading: FILE NO. 2019312329 [491, 958, 574, 969]
notice-publish-dates: Dates Pub: DEC 07, 14, 21, 28, 2019 [250, 1355, 380, 1366]
legal-notice [734, 1966, 965, 2152]
legal-notice [250, 1746, 481, 1914]
notice-publish-dates: Publish: ED Mountain Views News [1174, 1777, 1316, 1789]
notice-heading: FICTITIOUS BUSINESS NAME STATEMENT [1174, 2144, 1359, 2166]
legal-notice [8, 2152, 239, 2320]
notice-body: The following person(s) is (are) doing business as: BRIGHT SMILE DENTAL LAB, 3660 WILSHIRE BLVD STE 1118, LOS ANGELES, CA 90010. Full name of registrant(s) is (are) BS DENTAL DESIGN INC., 3660 WILSHIRE BLVD STE 1118, LOS ANGELES, CA 90010. This Business is conducted by: A CORPORATION. Signed; ANDREW S. KIM, PRESIDENT. This statement was filed with the County Clerk of Los Angeles County on 12/3/19. The registrant(s) has (have) commenced to transact business under the fictitious business name or names listed above on N/A. NOTICE- This Fictitious Name Statement expires five years from the date it was filed in the office of the County Clerk. A new Fictitious Business Name Statement must be filed prior to that date. The filing of this statement does not of itself authorize the use in this state of a Fictitious Business Name in violation of the rights of another under Federal, State, or common law (See section 14411 et seq. Business and Professions Code)Publish: Mountain Views News [733, 1055, 965, 1208]
legal-notice [8, 104, 239, 157]
legal-notice [250, 272, 481, 449]
notice-heading: File No. 2019311805 [1174, 126, 1258, 138]
legal-notice [734, 2346, 965, 2523]
legal-notice [734, 678, 965, 854]
notice-body: The following person(s) is (are) doing business as: J&R LANDSCAPING, 14422 GARFIELD AVE, PARAMOUNT, CA 90723. Full name of registrant(s) is (are) JUAN RAMOS, 14422 GARFIELD AVE, PARAMOUNT, CA 90723; ROSA RAMOS, 14422 GARFIELD AVE, PARAMOUNT, CA 90723. This Business is conducted by: A GENERAL PARTNERSHIP. Signed; JUAN RAMOS. This statement was filed with the County Clerk of Los Angeles County on 11/27/19. The registrant(s) has (have) commenced to transact business under the fictitious business name or names listed above on N/A. NOTICE- This Fictitious Name Statement expires five years from the date it was filed in the office of the County Clerk. A new Fictitious Business Name Statement must be filed prior to that date. The filing of this statement does not of itself authorize the use in this state of a Fictitious Business Name in violation of the rights of another under Federal, State, or common law (See section 14411 et seq. Business and Professions Code)Publish: Mountain Views News [250, 1206, 482, 1357]
notice-heading: File No. 2019295411 [977, 150, 1061, 161]
notice-body: The following person(s) is (are) doing business as: GOLDEN HANDS MASSAGE, 18425 COLIMA RD UNIT C, ROWLAND HEIGHTS, CA 91748. Full name of registrant(s) is (are) MEI LING CHEN, 18425 COLIMA RD UNIT C, ROWLAND HEIGHTS, CA 91748. This Business is conducted by: AN INDIVIDUAL. Signed; MEI LING CHEN. This statement was filed with the County Clerk of Los Angeles County on 11/27/19. The registrant(s) has (have) commenced to transact business under the fictitious business name or names listed above on N/A. NOTICE- This Fictitious Name Statement expires five years from the date it was filed in the office of the County Clerk. A new Fictitious Business Name Statement must be filed prior to that date. The filing of this statement does not of itself authorize the use in this state of a Fictitious Business Name in violation of the rights of another under Federal, State, or common law (See section 14411 et seq. Business and Professions Code)Publish: Mountain Views News [250, 835, 482, 987]
notice-publish-dates: Dates Pub: DEC 07, 14, 21, 28, 2019 [8, 1038, 138, 1049]
notice-body: The following person(s) is (are) doing business as: GOMEZ TAX & INSURANCE 5740 WHITTIER BLVD., EAST LOS ANGELES, CA. 90022. Full name of registrant(s) is (are) SONIA GOMEZ 5740 WHITTIER BLVD., EAST LOS ANGELES, CA. 90022. This Business is conducted by: INDIVIDUAL. Signed: SONIA GOMEZ, OWNER. This statement was filed with the County Clerk of Los Angeles County on 12/4/2019. The registrant(s) has (have) commenced to transact business under the fictitious business name or names listed above on N/A. NOTICE- This Fictitious Name Statement expires five years from the date it was filed in the office of the County Clerk. A new Fictitious Business Name Statement must be filed prior to that date. The filing of this statement does not of itself authorize the use in this state of a Fictitious Business Name in violation of the rights of another under Federal, State, or common law (See section 14411 et seq. Business and Professions Code) [733, 693, 965, 837]
notice-heading: FICTITIOUS BUSINESS NAME STATEMENT File No. 2019-310843 [491, 782, 723, 801]
notice-heading: FICTITIOUS BUSINESS NAME STATEMENT File No. 2019-309888 [250, 2459, 482, 2478]
legal-notice [492, 2010, 723, 2178]
legal-notice [250, 2098, 481, 2266]
masthead [33, 69, 507, 90]
notice-heading: FICTITIOUS BUSINESS NAME STATEMENT [733, 1409, 906, 1420]
notice-heading: File No. 2019311348 [977, 2224, 1061, 2235]
notice-publish-dates: Publish: ED Mountain Views News [1174, 2441, 1316, 2453]
legal-notice [8, 1790, 239, 1957]
notice-heading: FICTITIOUS BUSINESS NAME STATEMENT File No. 2019-310688 [250, 1921, 482, 1940]
publication-name: Mountain Views News [33, 69, 226, 89]
notice-publish-dates: Dates Pub: DEC 07, 14, 21, 28, 2019 [8, 1409, 138, 1420]
notice-publish-dates: Dates Pub: DEC 07, 14, 21, 28, 2019 [733, 120, 864, 131]
notice-publish-dates: Publish: ED Mountain Views News [977, 1834, 1118, 1846]
notice-heading: FICTITIOUS BUSINESS NAME STATEMENT File No. 2019-309766 [8, 1426, 240, 1446]
legal-notice [492, 421, 723, 589]
notice-heading: FICTITIOUS BUSINESS NAME STATEMENT File No. 2019-311048 [491, 2370, 723, 2390]
notice-body: The following person(s) is (are) doing business as: SIERRA TAX SERVICES, 9155 LAS TUNAS DR STE 204, TEMPLE CITY, CA 91780. Full name of registrant(s) is (are) LILIA P. SIERRA, 9155 LAS TUNAS DR STE 204, TEMPLE CITY, CA 91780. This Business is conducted by: AN INDIVIDUAL. Signed; LILIA P. SIERRA. This statement was filed with the County Clerk of Los Angeles County on 12/3/19. The registrant(s) has (have) commenced to transact business under the fictitious business name or names listed above on N/A. NOTICE- This Fictitious Name Statement expires five years from the date it was filed in the office of the County Clerk. A new Fictitious Business Name Statement must be filed prior to that date. The filing of this statement does not of itself authorize the use in this state of a Fictitious Business Name in violation of the rights of another under Federal, State, or common law (See section 14411 et seq. Business and Professions Code)Publish: Mountain Views News [733, 155, 965, 298]
notice-publish-dates: Dates Pub: DEC 07, 14, 21, 28, 2019 [8, 2486, 138, 2496]
notice-publish-dates: Dates Pub: DEC 07, 14, 21, 28, 2019 [491, 1435, 622, 1446]
notice-publish-dates: Publish: ED Mountain Views News [977, 2498, 1118, 2510]
notice-heading: FICTITIOUS BUSINESS NAME STATEMENT [977, 1868, 1162, 1891]
page-number: 16 [56, 4, 120, 73]
notice-publish-dates: Dec 7, 14, 21, 28, 2019 [1174, 424, 1267, 436]
notice-fragment: Dates Pub: DEC 07, 14, 21, 28, 2019 [8, 147, 138, 157]
notice-publish-dates: Dates Pub: DEC 07, 14, 21, 28, 2019 [733, 658, 864, 669]
notice-publish-dates: Publish: ED Mountain Views News [1174, 413, 1316, 424]
notice-body: The following person(s) is (are) doing business as: HR COUNTRY MARKET, 8 VIA VERDE PLAZA, POMONA, CA 91766. Full name of registrant(s) is (are) HILDA ROBLES, 8 VIA VERDE PLAZA, POMONA, CA 91766. This Business is conducted by: AN INDIVIDUAL. Signed; HILDA ROBLES. This statement was filed with the County Clerk of Los Angeles County on 11/27/19. The registrant(s) has (have) commenced to transact business under the fictitious business name or names listed above on N/A. NOTICE- This Fictitious Name Statement expires five years from the date it was filed in the office of the County Clerk. A new Fictitious Business Name Statement must be filed prior to that date. The filing of this statement does not of itself authorize the use in this state of a Fictitious Business Name in violation of the rights of another under Federal, State, or common law (See section 14411 et seq. Business and Professions Code)Publish: Mountain Views News [250, 473, 482, 617]
notice-publish-dates: Publish: ED Mountain Views News [733, 1576, 859, 1587]
notice-heading: File No. 2019313045 [733, 2167, 809, 2178]
notice-body: The following person(s) is (are) doing business as: VALLEY FRESH PRODUCE, 1601 E OLYMPIC BLVD #312, LOS ANGELES, CA 90021. Full name of registrant(s) is (are) VFP DISTRIBUTION INC., 1601 E OLYMPIC BLVD #312, LOS ANGELES, CA 90021. This Business is conducted by: A CORPORATION. Signed; SAUL ORNELAS, CEO. This statement was filed with the County Clerk of Los Angeles County on 12/2/19. The registrant(s) has (have) commenced to transact business under the fictitious business name or names listed above on N/A. NOTICE- This Fictitious Name Statement expires five years from the date it was filed in the office of the County Clerk. A new Fictitious Business Name Statement must be filed prior to that date. The filing of this statement does not of itself authorize the use in this state of a Fictitious Business Name in violation of the rights of another under Federal, State, or common law (See section 14411 et seq. Business and Professions Code)Publish: Mountain Views News [491, 1470, 723, 1623]
footer-contact-line: Mountain Views News 80 W Sierra Madre Blvd. No. 327 Sierra Madre, Ca. 91024 Office: 626.355.2737 Fax: 626.609.3285 Email: editor@mtnviewsnews.com Website: www.mtnviewsnews.com [17, 2544, 1350, 2562]
notice-body: The following person(s) is (are) doing business as: HAPPY PAWS GROOMING 10527 VENICE BLVD. CULVER CITY, CA. 90232. Full name of registrant(s) is (are) ALINA PETROSYAN 10527 VENICE BLVD. CULVER CITY, CA. 90232. This Business is conducted by: INDIVIDUAL. Signed: ALINA PETROSYAN, OWNER. This statement was filed with the County Clerk of Los Angeles County on 12/4/2019. The registrant(s) has (have) commenced to transact business under the fictitious business name or names listed above on N/A. NOTICE- This Fictitious Name Statement expires five years from the date it was filed in the office of the County Clerk. A new Fictitious Business Name Statement must be filed prior to that date. The filing of this statement does not of itself authorize the use in this state of a Fictitious Business Name in violation of the rights of another under Federal, State, or common law (See section 14411 et seq. Business and Professions Code) [733, 2361, 965, 2505]
left-notice-columns [8, 104, 965, 2529]
notice-body: The following person(s) is (are) doing business as: TERE'S KITCHEN, 6041 FLORENCE AVE, BELL GARDENS, CA 90201. Full name of registrant(s) is (are) TERESA JIMENEZ, 6041 FLORENCE AVE, BELL GARDENS, CA 90201. This Business is conducted by: AN INDIVIDUAL. Signed; TERESA JIMENEZ. This statement was filed with the County Clerk of Los Angeles County on 11/27/19. The registrant(s) has (have) commenced to transact business under the fictitious business name or names listed above on N/A. NOTICE- This Fictitious Name Statement expires five years from the date it was filed in the office of the County Clerk. A new Fictitious Business Name Statement must be filed prior to that date. The filing of this statement does not of itself authorize the use in this state of a Fictitious Business Name in violation of the rights of another under Federal, State, or common law (See section 14411 et seq. Business and Professions Code)Publish: Mountain Views News [8, 2167, 240, 2311]
notice-publish-dates: Dates Pub: DEC 07, 14, 21, 28, 2019 [250, 2080, 380, 2091]
notice-heading: File No. 2019312424 [1174, 814, 1258, 825]
legal-notice [8, 695, 239, 872]
notice-heading: FICTITIOUS BUSINESS NAME STATEMENT [1174, 791, 1359, 815]
notice-publish-dates: Dec 7, 14, 21, 28, 2019 [1174, 1112, 1267, 1123]
notice-body: The following person(s) is (are) doing business as: VALLEY DEPT STORE 4318 E. OLYMPIC BLVD., EAST LOS ANGELES, CA. 90023. Full name of registrant(s) is (are) KAMELA KATOR 19608 SHADOW RIDGE WAY, PORTER RANCH, CA. 91326. This Business is conducted by: INDIVIDUAL. Signed: KAMELA KATOR, OWNER. This statement was filed with the County Clerk of Los Angeles County on 12/5/2019. The registrant(s) has (have) commenced to transact business under the fictitious business name or names listed above on N/A. NOTICE- This Fictitious Name Statement expires five years from the date it was filed in the office of the County Clerk. A new Fictitious Business Name Statement must be filed prior to that date. The filing of this statement does not of itself authorize the use in this state of a Fictitious Business Name in violation of the rights of another under Federal, State, or common law (See section 14411 et seq. Business and Professions Code) [1174, 1513, 1359, 1777]
notice-publish-dates: Dates Pub: DEC 07, 14, 21, 28, 2019 [250, 2256, 380, 2266]
notice-body: The following person(s) is (are) doing business as: STAR NAILS & SPA, 8522 VALLEY BLVD STE B, ROSEMEAD, CA 91770. Full name of registrant(s) is (are) THUY T. NGUYEN, 8522 VALLEY BLVD STE B, ROSEMEAD, CA 91770. This Business is conducted by: AN INDIVIDUAL. Signed; THUY T. NGUYEN. This statement was filed with the County Clerk of Los Angeles County on 12/2/19. The registrant(s) has (have) commenced to transact business under the fictitious business name or names listed above on N/A. NOTICE- This Fictitious Name Statement expires five years from the date it was filed in the office of the County Clerk. A new Fictitious Business Name Statement must be filed prior to that date. The filing of this statement does not of itself authorize the use in this state of a Fictitious Business Name in violation of the rights of another under Federal, State, or common law (See section 14411 et seq. Business and Professions Code)Publish: Mountain Views News [250, 1761, 482, 1905]
notice-heading: FICTITIOUS BUSINESS NAME STATEMENT File No. 2019-309714 [8, 1241, 240, 1260]
notice-publish-dates: Publish: ED Mountain Views News [977, 2166, 1118, 2178]
notice-publish-dates: Publish: ED Mountain Views News [733, 2132, 859, 2143]
notice-heading: FICTITIOUS BUSINESS NAME STATEMENT [977, 1524, 1162, 1548]
notice-publish-dates: Dates Pub: DEC 07, 14, 21, 28, 2019 [733, 1206, 864, 1217]
notice-publish-dates: Dates Pub: DEC 07, 14, 21, 28, 2019 [491, 403, 622, 414]
right-notice-columns [977, 104, 1359, 2529]
notice-heading: File No. 2019315610 [1174, 2498, 1258, 2510]
notice-body: The following person(s) is (are) doing business as: SOMETHING HEALTHY 6218 ½ TYRONE AVE VAN NUYS, CA. 91401; SOMETHING HEALTHY LA 6218 ½ TYRONE AVE VAN NUYS, CA. 91401. Full name of registrant(s) is (are) CHRISTOPHER ODOM 6218 ½ TYRONE AVE VAN NUYS, CA. 91401; JOSHUA ONIATE 6218 ½ TYRONE AVE VAN NUYS, CA. 91401. This Business is conducted by: GENERAL PARTNERSHIP. Signed: JOSHUA ONIATE, PARTNER. This statement was filed with the County Clerk of Los Angeles County on 12/06/2019. The registrant(s) has (have) commenced to transact business under the fictitious business name or names listed above on 12/2019. NOTICE- This Fictitious Name Statement expires five years from the date it was filed in the office of the County Clerk. A new Fictitious Business Name Statement must be filed prior to that date. The filing of this statement does not of itself authorize the use in this state of a Fictitious Business Name in violation of the rights of another under Federal, State, or common law (See section 14411 et seq. Business and Professions Code) [977, 505, 1162, 803]
legal-notice [8, 342, 239, 510]
notice-body: The following person(s) GIORGIA DARRAGH, 10121 E. RUSH ST., SOUTH EL MONTE, CA 91733, have abandoned the use of the fictitious business name GNP PRODUCE CO., 10121 E. RUSH ST., SOUTH EL MONTE, CA 91733. The fictitious business name referred to above was filed on 11/14/2017 in the county of Los Angeles. The original file number of 2017295691. The business was conducted by: INDIVIDUAL. This statement was filed with the County Clerk of Los Angeles County on 12/4/2019. I declare that all information in this statement is true and correct. (A registrant who declares as true information which he or she knows to be false is guilty of a crime.) GIORGIA DARRAGH Publish: Mountain Views News [491, 985, 723, 1092]
notice-publish-dates: Dates Pub: DEC 07, 14, 21, 28, 2019 [491, 579, 622, 589]
notice-publish-dates: Dec 7, 14, 21, 28, 2019 [977, 2178, 1070, 2190]
notice-heading: FICTITIOUS BUSINESS NAME STATEMENT File No. 2019-310345 [250, 455, 482, 475]
notice-heading: File No. 2019312901 [733, 1973, 809, 1984]
notice-heading: FICTITIOUS BUSINESS NAME STATEMENT [1174, 104, 1359, 126]
legal-notice [8, 1613, 239, 1781]
notice-heading: FICTITIOUS BUSINESS NAME STATEMENT [1174, 1135, 1359, 1158]
notice-body: The following person(s) is (are) doing business as: VN SMOKE SHOP 14530 SHERMAN WAY UNIT B, VAN NUYS, CA. 91405. Full name of registrant(s) is (are) OGANES ADAMYAN 14530 SHERMAN WAY UNIT B, VAN NUYS, CA. 91405. This Business is conducted by: INDIVIDUAL. Signed: OGANES ADAMYAN, OWNER. This statement was filed with the County Clerk of Los Angeles County on 12/4/2019. The registrant(s) has (have) commenced to transact business under the fictitious business name or names listed above on N/A. NOTICE- This Fictitious Name Statement expires five years from the date it was filed in the office of the County Clerk. A new Fictitious Business Name Statement must be filed prior to that date. The filing of this statement does not of itself authorize the use in this state of a Fictitious Business Name in violation of the rights of another under Federal, State, or common law (See section 14411 et seq. Business and Professions Code) [977, 1903, 1162, 2166]
notice-heading: FICTITIOUS BUSINESS NAME STATEMENT [733, 2158, 906, 2169]
notice-body: The following person(s) is (are) doing business as: JK HOME IMPROVEMENTS 10326 SAMOA AVE. TUJUNGA, CA. 91042. Full name of registrant(s) is (are) JIRAYR KHACHATRYAN 10326 SAMOA AVE. TUJUNGA, CA. 91042. This Business is conducted by: INDIVIDUAL. Signed: JIRAYR KHACHATRYAN, OWNER. This statement was filed with the County Clerk of Los Angeles County on 12/5/2019. The registrant(s) has (have) commenced to transact business under the fictitious business name or names listed above on N/A. NOTICE- This Fictitious Name Statement expires five years from the date it was filed in the office of the County Clerk. A new Fictitious Business Name Statement must be filed prior to that date. The filing of this statement does not of itself authorize the use in this state of a Fictitious Business Name in violation of the rights of another under Federal, State, or common law (See section 14411 et seq. Business and Professions Code) [1174, 2178, 1359, 2441]
notice-body: The following person(s) is (are) doing business as: SENIOR HOME CARE SOLUTIONS, 21021 DEVONSHIRE ST STE 203, CHATSWORTH, CA 91311. Full name of registrant(s) is (are) SHC SOLUTIONS LLC, 21021 DEVONSHIRE ST STE 203, CHATSWORTH, CA 91311. This Business is conducted by: A LIMITED LIABILITY COMPANY. Signed; ANAHIT MKRTCHYAN, MANAGER. This statement was filed with the County Clerk of Los Angeles County on 12/2/19. The registrant(s) has (have) commenced to transact business under the fictitious business name or names listed above on N/A. NOTICE- This Fictitious Name Statement expires five years from the date it was filed in the office of the County Clerk. A new Fictitious Business Name Statement must be filed prior to that date. The filing of this statement does not of itself authorize the use in this state of a Fictitious Business Name in violation of the rights of another under Federal, State, or common law (See section 14411 et seq. Business and Professions Code)Publish: Mountain Views News [491, 1276, 723, 1437]
notice-publish-dates: Dec 7, 14, 21, 28, 2019 [1174, 1788, 1267, 1799]
notice-body: The following person(s) is (are) doing business as: BELLA MIA SALON 2217 HONOLULU AVE. MONTROSE, CA. 91020. Full name of registrant(s) is (are) ANI BAGDASARYAN 2217 HONOLULU AVE. MONTROSE, CA. 91020. This Business is conducted by: INDIVIDUAL. Signed: ANI BAGDASARYAN, OWNER. This statement was filed with the County Clerk of Los Angeles County on 12/5/2019. The registrant(s) has (have) commenced to transact business under the fictitious business name or names listed above on N/A. NOTICE- This Fictitious Name Statement expires five years from the date it was filed in the office of the County Clerk. A new Fictitious Business Name Statement must be filed prior to that date. The filing of this statement does not of itself authorize the use in this state of a Fictitious Business Name in violation of the rights of another under Federal, State, or common law (See section 14411 et seq. Business and Professions Code) [1174, 1846, 1359, 2109]
notice-heading: FICTITIOUS BUSINESS NAME STATEMENT [733, 1779, 906, 1790]
legal-notice [492, 1639, 723, 1816]
notice-heading: FICTITIOUS BUSINESS NAME STATEMENT File No. 2019-311238 [733, 1223, 965, 1243]
notice-publish-dates: Dec 7, 14, 21, 28, 2019 [733, 1947, 816, 1957]
notice-heading: FICTITIOUS BUSINESS NAME STATEMENT [733, 2344, 906, 2355]
notice-heading: File No. 2019314733 [1174, 1834, 1258, 1846]
notice-body: The following person(s) is (are) doing business as: PROTECTION 4 SECURITY, INC. 1327 W. 8TH ST. SUITE 204, LOS ANGELES, CA. 90017. Full name of registrant(s) is (are) PROTECTION 4 SECURITY, INC. 1327 W. 8TH ST. SUITE 204, LOS ANGELES, CA. 90017. This Business is conducted by: CORPORATION. Signed: PROTECTION 4 SECURITY, INC., SALMAN SARFRAZ, PRESIDENT. This statement was filed with the County Clerk of Los Angeles County on 12/4/2019. The registrant(s) has (have) commenced to transact business under the fictitious business name or names listed above on N/A. NOTICE- This Fictitious Name Statement expires five years from the date it was filed in the office of the County Clerk. A new Fictitious Business Name Statement must be filed prior to that date. The filing of this statement does not of itself authorize the use in this state of a Fictitious Business Name in violation of the rights of another under Federal, State, or common law (See section 14411 et seq. Business and Professions Code) [733, 1426, 965, 1578]
notice-heading: FICTITIOUS BUSINESS NAME STATEMENT File No. 2019-311102 [733, 315, 965, 334]
notice-publish-dates: Dates Pub: DEC 07, 14, 21, 28, 2019 [491, 1621, 622, 1631]
notice-publish-dates: Dec 7, 14, 21, 28, 2019 [977, 1157, 1070, 1169]
legal-notice [492, 1824, 723, 2001]
notice-heading: FICTITIOUS BUSINESS NAME STATEMENT File No. 2019-310936 [491, 1638, 723, 1657]
notice-publish-dates: Dates Pub: DEC 07, 14, 21, 28, 2019 [733, 296, 864, 307]
notice-heading: File No. 20193515839 [977, 493, 1066, 505]
notice-body: The following person(s) is (are) doing business as: EXPRESS PLUMBING & ROOTER 13659 VAN NUYS BLVD. UNIT 8, PACOIMA, CA. 91331. Full name of registrant(s) is (are) JOSE A. VENTURA 13659 VAN NUYS BLVD. UNIT 8, PACOIMA, CA. 91331. This Business is conducted by: INDIVIDUAL. Signed: JOSE A. VENTURA, OWNER. This statement was filed with the County Clerk of Los Angeles County on 12/4/2019. The registrant(s) has (have) commenced to transact business under the fictitious business name or names listed above on N/A. NOTICE- This Fictitious Name Statement expires five years from the date it was filed in the office of the County Clerk. A new Fictitious Business Name Statement must be filed prior to that date. The filing of this statement does not of itself authorize the use in this state of a Fictitious Business Name in violation of the rights of another under Federal, State, or common law (See section 14411 et seq. Business and Professions Code) [1174, 138, 1359, 413]
legal-notice [1174, 1479, 1359, 1799]
notice-heading: File No. 2019308990 [977, 860, 1061, 872]
notice-heading: FICTITIOUS BUSINESS NAME STATEMENT [977, 837, 1162, 860]
notice-heading: File No. 2019313954 [733, 1418, 809, 1428]
notice-body: The following person(s) is (are) doing business as: HDR CONSTRUCTION 14425 VICTORY BLVD. UNIT 4, VAN NUYS, CA. 91401. Full name of registrant(s) is (are) MHER GRIGORYAN 14425 VICTORY BLVD. UNIT 4, VAN NUYS, CA. 91401. This Business is conducted by: INDIVIDUAL. Signed: MHER GRIGORYAN, OWNER. This statement was filed with the County Clerk of Los Angeles County on 12/4/2019. The registrant(s) has (have) commenced to transact business under the fictitious business name or names listed above on N/A. NOTICE- This Fictitious Name Statement expires five years from the date it was filed in the office of the County Clerk. A new Fictitious Business Name Statement must be filed prior to that date. The filing of this statement does not of itself authorize the use in this state of a Fictitious Business Name in violation of the rights of another under Federal, State, or common law (See section 14411 et seq. Business and Professions Code) [977, 872, 1162, 1147]
legal-notice [492, 960, 723, 1102]
notice-body: The following person(s) is (are) doing business as: LA PERLA RESTAURANT, 12710 PARAMOUNT BLVD, DOWNEY, CA 90242. Full name of registrant(s) is (are) PERLA DEL PACIFICO LLC, 12710 PARAMOUNT BLVD, DOWNEY, CA 90242. This Business is conducted by: A LIMITED LIABILITY COMPANY. Signed; MARISOL DUARTE, MANAGER. This statement was filed with the County Clerk of Los Angeles County on 12/3/19. The registrant(s) has (have) commenced to transact business under the fictitious business name or names listed above on N/A. NOTICE- This Fictitious Name Statement expires five years from the date it was filed in the office of the County Clerk. A new Fictitious Business Name Statement must be filed prior to that date. The filing of this statement does not of itself authorize the use in this state of a Fictitious Business Name in violation of the rights of another under Federal, State, or common law (See section 14411 et seq. Business and Professions Code)Publish: Mountain Views News [733, 509, 965, 660]
notice-publish-dates: Dates Pub: DEC 07, 14, 21, 28, 2019 [491, 1806, 622, 1817]
notices-region [8, 104, 1359, 2529]
notice-heading: FICTITIOUS BUSINESS NAME STATEMENT File No. 2019-310502 [250, 1188, 482, 1208]
notice-heading: File No. 2019313110 [1174, 1157, 1258, 1169]
notice-publish-dates: Dates Pub: DEC 07, 14, 21, 28, 2019 [8, 861, 138, 872]
legal-notice [1174, 1135, 1359, 1467]
legal-notice [8, 1242, 239, 1419]
notice-publish-dates: Dates Pub: DEC 07, 14, 21, 28, 2019 [8, 1947, 138, 1957]
notice-publish-dates: Publish: ED Mountain Views News [733, 1753, 859, 1763]
notice-publish-dates: Publish: ED Mountain Views News [733, 1938, 859, 1949]
notice-publish-dates: Dates Pub: DEC 07, 14, 21, 28, 2019 [8, 2309, 138, 2320]
notice-body: The following person(s) is (are) doing business as: HEART 1, 6015 RANDOLPH ST, COMMERCE, CA 90040. Full name of registrant(s) is (are) J.MICHELLE OF CALIFORNIA, 6015 RANDOLPH ST, COMMERCE, CA 90040. This Business is conducted by: A CORPORATION. Signed; PAUL BOGNER. This statement was filed with the County Clerk of Los Angeles County on 11/26/19. The registrant(s) has (have) commenced to transact business under the fictitious business name or names listed above on N/A. NOTICE- This Fictitious Name Statement expires five years from the date it was filed in the office of the County Clerk. A new Fictitious Business Name Statement must be filed prior to that date. The filing of this statement does not of itself authorize the use in this state of a Fictitious Business Name in violation of the rights of another under Federal, State, or common law (See section 14411 et seq. Business and Professions Code)Publish: Mountain Views News [8, 182, 240, 325]
legal-notice [8, 166, 239, 334]
notice-body: The following person(s) is (are) doing business as: GUERRERO DRYWALL 4437 E. 57TH ST. MAYWOOD, CA. 90270. Full name of registrant(s) is (are) ROGELIO GUERRERO 4437 E. 57TH ST. MAYWOOD, CA. 90270. This Business is conducted by: INDIVIDUAL. Signed: ROGELIO GUERRERO, OWNER. This statement was filed with the County Clerk of Los Angeles County on 12/4/2019. The registrant(s) has (have) commenced to transact business under the fictitious business name or names listed above on N/A. NOTICE- This Fictitious Name Statement expires five years from the date it was filed in the office of the County Clerk. A new Fictitious Business Name Statement must be filed prior to that date. The filing of this statement does not of itself authorize the use in this state of a Fictitious Business Name in violation of the rights of another under Federal, State, or common law (See section 14411 et seq. Business and Professions Code) [733, 2176, 965, 2320]
legal-notice [734, 1604, 965, 1772]
notice-publish-dates: Publish: ED Mountain Views News [1174, 2109, 1316, 2121]
legal-notice [250, 1560, 481, 1737]
legal-notice [734, 1224, 965, 1401]
notice-body: The following person(s) is (are) doing business as: BELLA'S PARTY SUPPLY, 4509 WHITTIER BLVD, LOS ANGELES, CA 90022. Full name of registrant(s) is (are) MARIBEL OROZCO, 4509 WHITTIER BLVD, LOS ANGELES, CA 90022. This Business is conducted by: AN INDIVIDUAL. Signed; MARIBEL OROZCO. This statement was filed with the County Clerk of Los Angeles County on 12/2/19. The registrant(s) has (have) commenced to transact business under the fictitious business name or names listed above on N/A. NOTICE- This Fictitious Name Statement expires five years from the date it was filed in the office of the County Clerk. A new Fictitious Business Name Statement must be filed prior to that date. The filing of this statement does not of itself authorize the use in this state of a Fictitious Business Name in violation of the rights of another under Federal, State, or common law (See section 14411 et seq. Business and Professions Code)Publish: Mountain Views News [250, 1938, 482, 2081]
notice-body: The following person(s) is (are) doing business as: TOMAS POLLON TRUCKING, 10318 BRYSON AVENUE, SOUTH GATE, CA 90280. Full name of registrant(s) is (are) TOMAS POLLON, 10318 BRYSON AVENUE, SOUTH GATE, CA 90280. This Business is conducted by: AN INDIVIDUAL. Signed; TOMAS POLLON. This statement was filed with the County Clerk of Los Angeles County on 11/27/19. The registrant(s) has (have) commenced to transact business under the fictitious business name or names listed above on N/A. NOTICE- This Fictitious Name Statement expires five years from the date it was filed in the office of the County Clerk. A new Fictitious Business Name Statement must be filed prior to that date. The filing of this statement does not of itself authorize the use in this state of a Fictitious Business Name in violation of the rights of another under Federal, State, or common law (See section 14411 et seq. Business and Professions Code)Publish: Mountain Views News [250, 2292, 482, 2443]
legal-notice [250, 1375, 481, 1552]
notice-publish-dates: Dec 7, 14, 21, 28, 2019 [733, 2326, 816, 2337]
notice-heading: FICTITIOUS BUSINESS NAME STATEMENT File No. 2019-310990 [491, 2009, 723, 2028]
notice-body: The following person(s) is (are) doing business as: CANOGA TRANSMISSIONS 7248 CANOGA AVE. CANOGA PARK, CA. 91303. Full name of registrant(s) is (are) VARUZHAN ET INC 7248 CANOGA AVE. CANOGA PARK, CA. 91303. This Business is conducted by: CORPORATION. Signed: VARUZHAN ET INC, ARMAN TERTERYAN, PRESIDENT. This statement was filed with the County Clerk of Los Angeles County on 11/21/2019. The registrant(s) has (have) commenced to transact business under the fictitious business name or names listed above on 11/2019. NOTICE- This Fictitious Name Statement expires five years from the date it was filed in the office of the County Clerk. A new Fictitious Business Name Statement must be filed prior to that date. The filing of this statement does not of itself authorize the use in this state of a Fictitious Business Name in violation of the rights of another under Federal, State, or common law (See section 14411 et seq. Business and Professions Code) [977, 161, 1162, 436]
notice-publish-dates: Publish: ED Mountain Views News [977, 803, 1118, 815]
notice-publish-dates: Publish: ED Mountain Views News [733, 835, 859, 846]
notice-heading: File No. 2019310218 [977, 1548, 1061, 1559]
notice-heading: FICTITIOUS BUSINESS NAME STATEMENT File No. 2019-310559 [8, 2503, 240, 2523]
notice-publish-dates: Publish: ED Mountain Views News [1174, 1100, 1316, 1112]
notice-body: The following person(s) is (are) doing business as: MORENO'S IRON WORKS, 8716 COMPTON AVE, LOS ANGELES, CA 90002. Full name of registrant(s) is (are) JOSE MORENO SOTO, 8716 COMPTON AVE, LOS ANGELES, CA 90002. This Business is conducted by: AN INDIVIDUAL. Signed; JOSE MORENO SOTO. This statement was filed with the County Clerk of Los Angeles County on 12/2/19. The registrant(s) has (have) commenced to transact business under the fictitious business name or names listed above on 12/2019. NOTICE- This Fictitious Name Statement expires five years from the date it was filed in the office of the County Clerk. A new Fictitious Business Name Statement must be filed prior to that date. The filing of this statement does not of itself authorize the use in this state of a Fictitious Business Name in violation of the rights of another under Federal, State, or common law (See section 14411 et seq. Business and Professions Code)Publish: Mountain Views News [491, 800, 723, 943]
legal-notice [734, 1781, 965, 1957]
notice-publish-dates: Dec 7, 14, 21, 28, 2019 [733, 2141, 816, 2152]
notice-body: The following person(s) is (are) doing business as: SERVICIOS GARCIA, 8 TOWN AND COUNTRY RD, POMONA, CA 91766. Full name of registrant(s) is (are) ISMAEL GARCIA LOPEZ, 8 TOWN AND COUNTRY RD, POMONA, CA 91766. This Business is conducted by: AN INDIVIDUAL. Signed; ISMAEL GARCIA LOPEZ. This statement was filed with the County Clerk of Los Angeles County on 11/26/19. The registrant(s) has (have) commenced to transact business under the fictitious business name or names listed above on 11/2019. NOTICE- This Fictitious Name Statement expires five years from the date it was filed in the office of the County Clerk. A new Fictitious Business Name Statement must be filed prior to that date. The filing of this statement does not of itself authorize the use in this state of a Fictitious Business Name in violation of the rights of another under Federal, State, or common law (See section 14411 et seq. Business and Professions Code)Publish: Mountain Views News [8, 1258, 240, 1411]
notice-heading: File No. 2019310985 [977, 1891, 1061, 1903]
legal-notice [734, 863, 965, 1031]
notice-body: The following person(s) is (are) doing business as: HERBAS LATINAS NATURALES, 1679 INDIAN HILL BLVD, POMONA, CA 91767. Full name of registrant(s) is (are) MARIA G. HERNANDEZ, 1679 INDIAN HILL BLVD, POMONA, CA 91767. This Business is conducted by: AN INDIVIDUAL. Signed; MARIA G. HERNANDEZ. This statement was filed with the County Clerk of Los Angeles County on 11/26/19. The registrant(s) has (have) commenced to transact business under the fictitious business name or names listed above on N/A. NOTICE- This Fictitious Name Statement expires five years from the date it was filed in the office of the County Clerk. A new Fictitious Business Name Statement must be filed prior to that date. The filing of this statement does not of itself authorize the use in this state of a Fictitious Business Name in violation of the rights of another under Federal, State, or common law (See section 14411 et seq. Business and Professions Code)Publish: Mountain Views News [8, 712, 240, 863]
notice-body: The following person(s) is (are) doing business as: N&M FAMILY DAYCARE 19524 HART ST. RESEDA, CA. 91335. Full name of registrant(s) is (are) NAIRA MIRZOYAN 19524 HART ST. RESEDA, CA. 91335. This Business is conducted by: INDIVIDUAL. Signed: NAIRA MIRZOYAN, OWNER. This statement was filed with the County Clerk of Los Angeles County on 12/4/2019. The registrant(s) has (have) commenced to transact business under the fictitious business name or names listed above on 12/2019. NOTICE- This Fictitious Name Statement expires five years from the date it was filed in the office of the County Clerk. A new Fictitious Business Name Statement must be filed prior to that date. The filing of this statement does not of itself authorize the use in this state of a Fictitious Business Name in violation of the rights of another under Federal, State, or common law (See section 14411 et seq. Business and Professions Code) [733, 1621, 965, 1755]
notice-heading: FICTITIOUS BUSINESS NAME STATEMENT File No. 2019-310902 [491, 1453, 723, 1472]
notice-heading: FICTITIOUS BUSINESS NAME STATEMENT File No. 2019-310533 [250, 1373, 482, 1392]
notice-heading: File No. 2019312001 [1174, 470, 1258, 482]
notice-publish-dates: Publish: ED Mountain Views News [733, 2318, 859, 2328]
notice-publish-dates: Dates Pub: DEC 07, 14, 21, 28, 2019 [491, 764, 622, 775]
notice-heading: File No. 2019314481 [1174, 1502, 1258, 1514]
notice-heading: FICTITIOUS BUSINESS NAME STATEMENT File No. 2019-310788 [491, 420, 723, 440]
notice-publish-dates: Dates Pub: DEC 07, 14, 21, 28, 2019 [733, 1391, 864, 1402]
legal-notice [492, 1260, 723, 1446]
notice-heading: FICTITIOUS BUSINESS NAME STATEMENT File No. 2019-310401 [250, 632, 482, 652]
notice-heading: FICTITIOUS BUSINESS NAME STATEMENT File No. 2019-309798 [8, 1612, 240, 1631]
notice-publish-dates: Dec 7, 14, 21, 28, 2019 [733, 2512, 816, 2523]
notice-publish-dates: Publish: ED Mountain Views News [977, 1147, 1118, 1158]
legal-notice [1174, 1812, 1359, 2132]
notice-publish-dates: Dec 7, 14, 21, 28, 2019 [733, 1761, 816, 1772]
notice-body: The following person(s) is (are) doing business as: DREAMS BRIDAL, 2753 E FLORENCE AVE, HUNTINGTON PARK, CA 90255. Full name of registrant(s) is (are) YESENIA CARDENAS, 2753 E FLORENCE AVE, HUNTINGTON PARK, CA 90255. This Business is conducted by: AN INDIVIDUAL. Signed; YESENIA CARDENAS. This statement was filed with the County Clerk of Los Angeles County on 12/2/19. The registrant(s) has (have) commenced to transact business under the fictitious business name or names listed above on N/A. NOTICE- This Fictitious Name Statement expires five years from the date it was filed in the office of the County Clerk. A new Fictitious Business Name Statement must be filed prior to that date. The filing of this statement does not of itself authorize the use in this state of a Fictitious Business Name in violation of the rights of another under Federal, State, or common law (See section 14411 et seq. Business and Professions Code)Publish: Mountain Views News [491, 1656, 723, 1808]
notice-heading: File No. 2019310642 [733, 685, 809, 695]
notice-heading: FICTITIOUS BUSINESS NAME STATEMENT File No. 2019-310466 [250, 818, 482, 837]
notice-heading: FICTITIOUS BUSINESS NAME STATEMENT File No. 2019-310742 [491, 235, 723, 254]
legal-notice [250, 1004, 481, 1181]
notice-body: The following person(s) is (are) doing business as: UNDERWATER HOTEL PRODUCTION, TRAP RICH OG & EXOTICS, 4104 E 7TH ST UNIT 8, LONG BEACH, CA 90804. Full name of registrant(s) is (are) EDWARD VICTOR GILMORE III, 4104 E 7TH ST UNIT 8, LONG BEACH, CA 90804. This Business is conducted by: AN INDIVIDUAL. Signed; EDWARD VICTOR GILMORE III. This statement was filed with the County Clerk of Los Angeles County on 11/27/19. The registrant(s) has (have) commenced to transact business under the fictitious business name or names listed above on N/A. NOTICE- This Fictitious Name Statement expires five years from the date it was filed in the office of the County Clerk. A new Fictitious Business Name Statement must be filed prior to that date. The filing of this statement does not of itself authorize the use in this state of a Fictitious Business Name in violation of the rights of another under Federal, State, or common law (See section 14411 et seq. Business and Professions Code)Publish: Mountain Views News [250, 104, 723, 2523]
legal-notice [734, 2160, 965, 2337]
legal-notice [250, 1189, 481, 1366]
notice-heading: FICTITIOUS BUSINESS NAME STATEMENT File No. 2019-311077 [733, 138, 965, 157]
notice-heading: FICTITIOUS BUSINESS NAME STATEMENT [1174, 448, 1359, 470]
notice-body: The following person(s) is (are) doing business as: RAPIDO SMOG CHECK, 9821 LONG BEACH BLVD, SOUTH GATE, CA 90280. Full name of registrant(s) is (are) SMOG RAPIDO INC., 9821 LONG BEACH BLVD, SOUTH GATE, CA 90280. This Business is conducted by: A CORPORATION. Signed; HUGO E. MEJIA, PRESIDENT. This statement was filed with the County Clerk of Los Angeles County on 12/2/19. The registrant(s) has (have) commenced to transact business under the fictitious business name or names listed above on N/A. NOTICE- This Fictitious Name Statement expires five years from the date it was filed in the office of the County Clerk. A new Fictitious Business Name Statement must be filed prior to that date. The filing of this statement does not of itself authorize the use in this state of a Fictitious Business Name in violation of the rights of another under Federal, State, or common law (See section 14411 et seq. Business and Professions Code)Publish: Mountain Views News [491, 252, 723, 404]
notice-body: The following person(s) is (are) doing business as: TACOS EL GUERO, 2240 E GAGE AVE, HUNTINGTON PARK, CA 90255. Full name of registrant(s) is (are) FRANCISCO J. GUTIERREZ, 2240 E GAGE AVE, HUNTINGTON PARK, CA 90255. This Business is conducted by: AN INDIVIDUAL. Signed; FRANCISCO J. GUTIERREZ. This statement was filed with the County Clerk of Los Angeles County on 12/2/19. The registrant(s) has (have) commenced to transact business under the fictitious business name or names listed above on N/A. NOTICE- This Fictitious Name Statement expires five years from the date it was filed in the office of the County Clerk. A new Fictitious Business Name Statement must be filed prior to that date. The filing of this statement does not of itself authorize the use in this state of a Fictitious Business Name in violation of the rights of another under Federal, State, or common law (See section 14411 et seq. Business and Professions Code)Publish: Mountain Views News [250, 1576, 482, 1728]
notice-heading: FICTITIOUS BUSINESS NAME STATEMENT File No. 2019-311206 [733, 1038, 965, 1057]
notice-heading: FICTITIOUS BUSINESS NAME STATEMENT [1174, 1479, 1359, 1502]
legal-notice [8, 881, 239, 1049]
notice-heading: FICTITIOUS BUSINESS NAME STATEMENT File No. 2019-310701 [250, 2097, 482, 2117]
notice-heading: File No. 2019313212 [733, 1612, 809, 1623]
notice-heading: FICTITIOUS BUSINESS NAME STATEMENT File No. 2019-309632 [8, 1055, 240, 1075]
legal-notice [1174, 104, 1359, 436]
notice-publish-dates: Dec 7, 14, 21, 28, 2019 [977, 2510, 1070, 2522]
notice-heading: FICTITIOUS BUSINESS NAME STATEMENT [733, 676, 906, 686]
notice-publish-dates: Dates Pub: DEC 07, 14, 21, 28, 2019 [491, 217, 622, 228]
legal-notice [734, 1410, 965, 1595]
notice-body: The following person(s) is (are) doing business as: CLEAN & GREEN JANITORIAL, 6741 TUJUNGA AVE, NORTH HOLLYWOOD, CA 91606. Full name of registrant(s) is (are) KAREN HAKOBYAN, 6741 TUJUNGA AVE, NORTH HOLLYWOOD, CA 91606. This Business is conducted by: AN INDIVIDUAL. Signed; KAREN HAKOBYAN. This statement was filed with the County Clerk of Los Angeles County on 12/3/19. The registrant(s) has (have) commenced to transact business under the fictitious business name or names listed above on N/A. NOTICE- This Fictitious Name Statement expires five years from the date it was filed in the office of the County Clerk. A new Fictitious Business Name Statement must be filed prior to that date. The filing of this statement does not of itself authorize the use in this state of a Fictitious Business Name in violation of the rights of another under Federal, State, or common law (See section 14411 et seq. Business and Professions Code)Publish: Mountain Views News [733, 1241, 965, 1392]
notice-heading: File No. 2019312678 [733, 1788, 809, 1798]
notice-heading: FICTITIOUS BUSINESS NAME STATEMENT File No. 2019-309573 [8, 879, 240, 898]
legal-notice [977, 1182, 1162, 1514]
notice-heading: FICTITIOUS BUSINESS NAME STATEMENT File No. 2019-309327 [8, 693, 240, 713]
